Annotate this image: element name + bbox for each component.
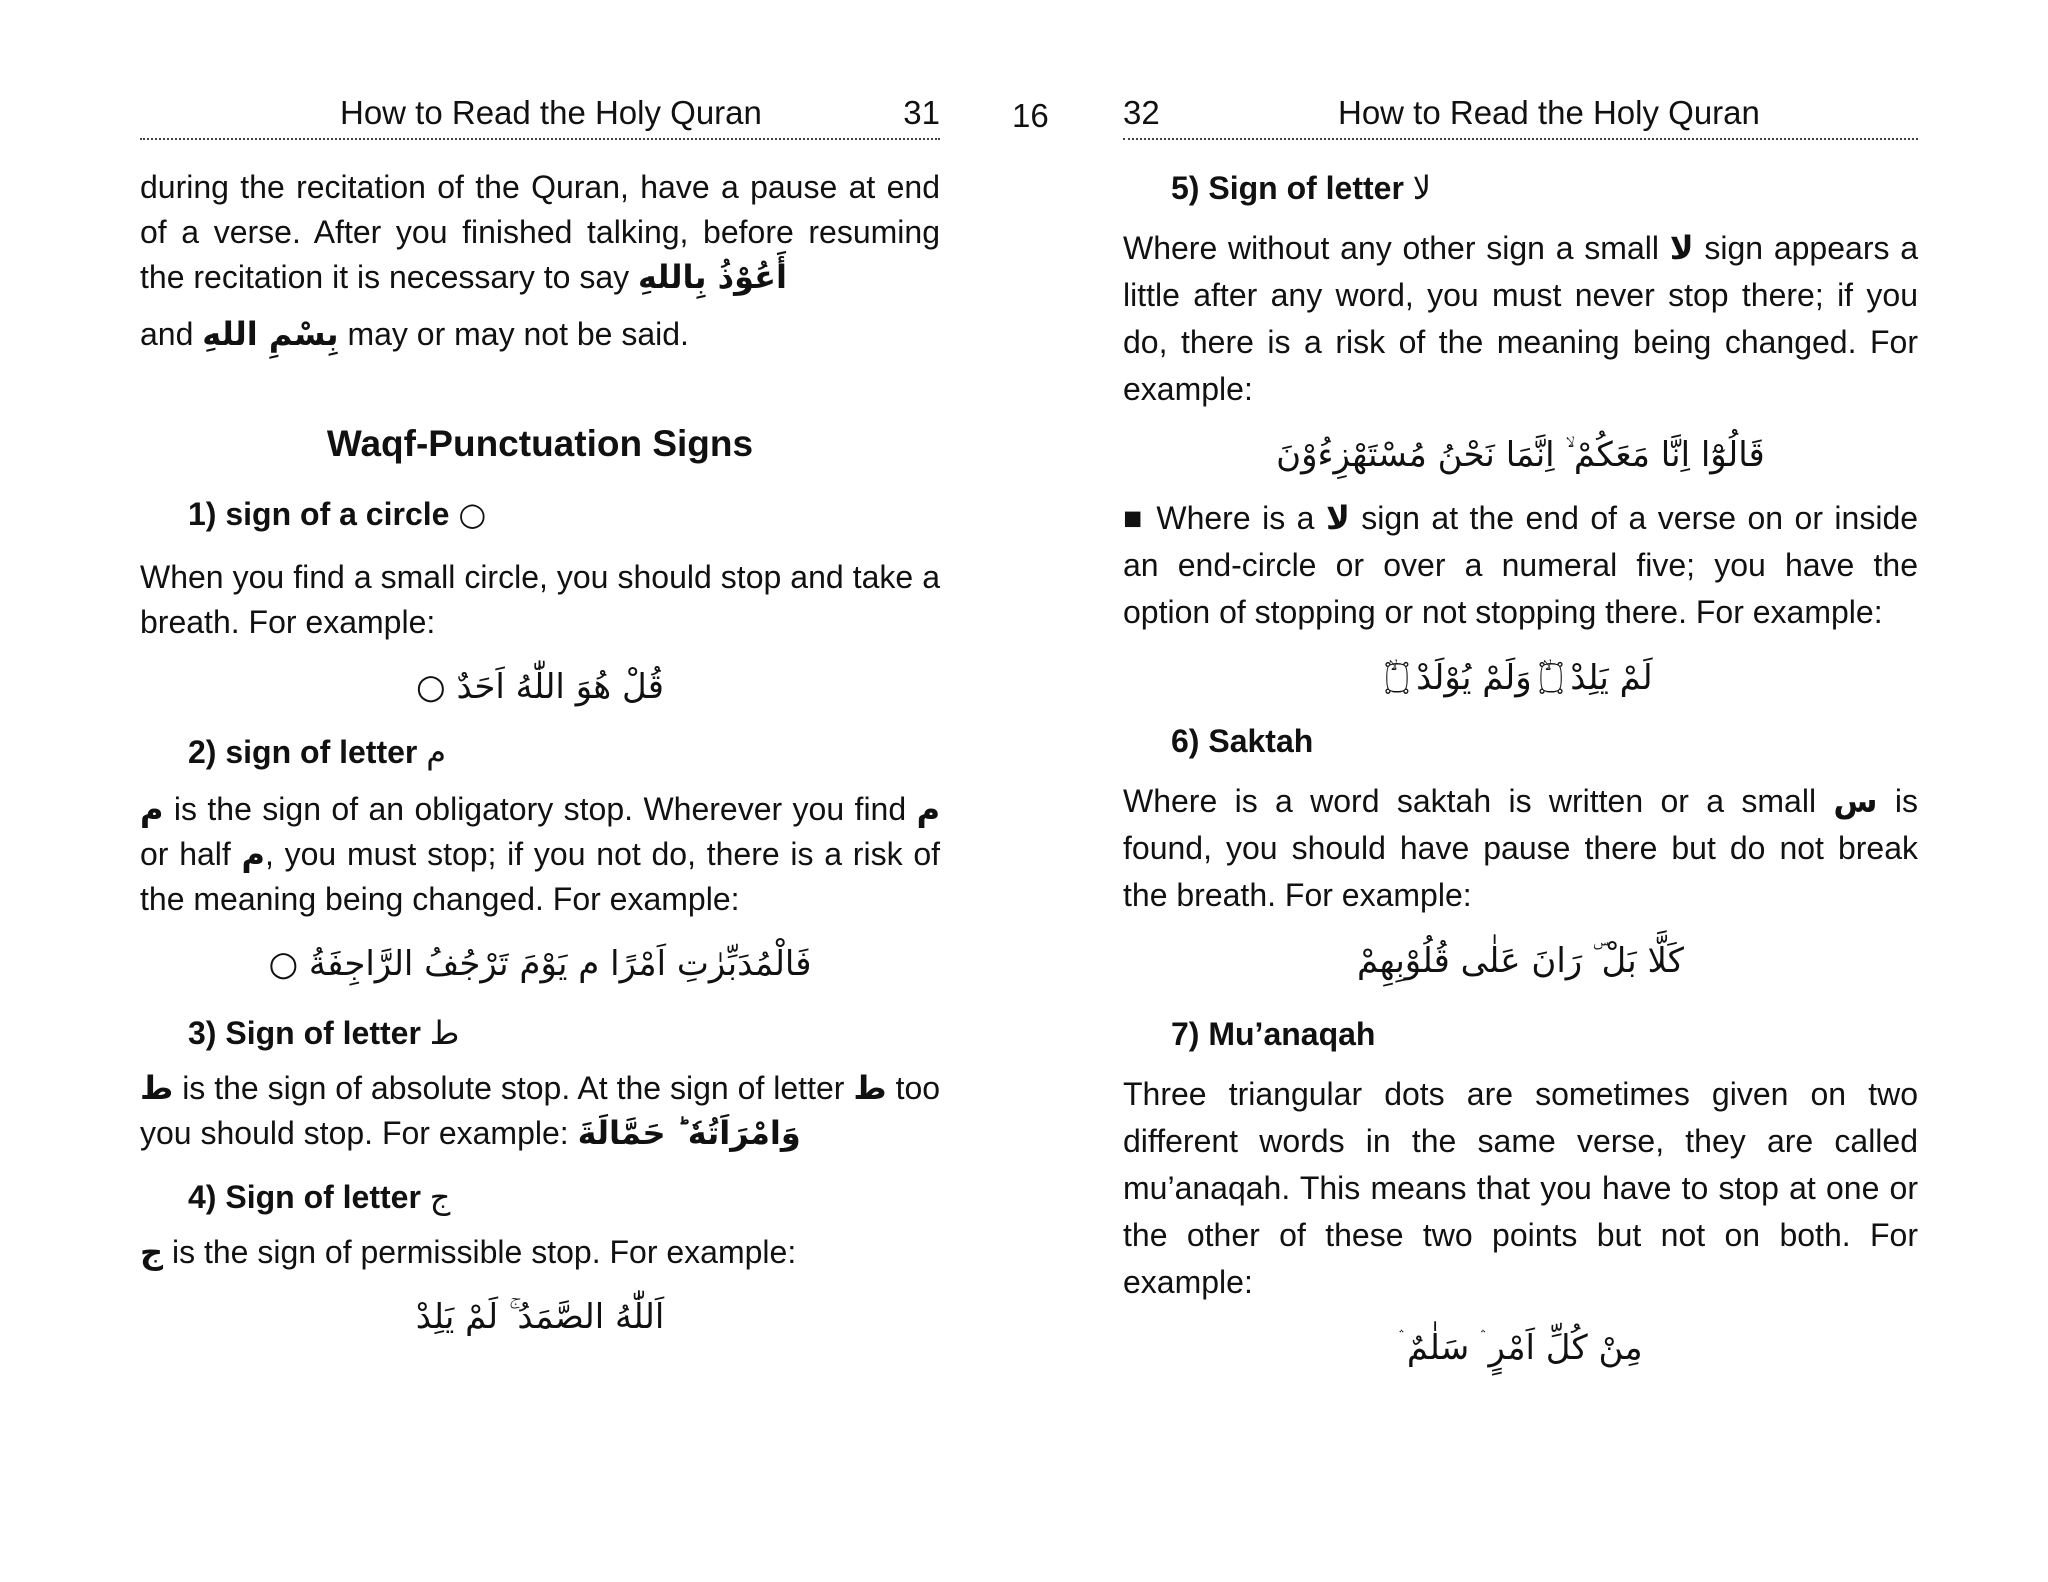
sign3-example: وَامْرَاَتُهٗ ؕ حَمَّالَةَ: [577, 1114, 801, 1152]
sign6-sym-a: س: [1833, 782, 1878, 820]
sign7-heading: 7) Mu’anaqah: [1171, 1016, 1376, 1052]
sign3-heading: [140, 1010, 940, 1056]
right-page-content: [1123, 165, 1918, 1376]
right-running-header: [1123, 94, 1918, 140]
intro-paragraph: [140, 165, 940, 300]
sign5-sym-b: لا: [1325, 499, 1350, 537]
left-header-title: How to Read the Holy Quran: [340, 94, 762, 131]
left-running-header: [140, 94, 940, 140]
sign1-heading: [140, 491, 940, 537]
section-title: Waqf-Punctuation Signs: [326, 423, 754, 464]
sign4-heading: [140, 1174, 940, 1220]
sign3-sym-b: ط: [853, 1069, 887, 1107]
bullet-square-icon: ■: [1123, 500, 1145, 536]
sign5-heading-text: 5) Sign of letter: [1171, 170, 1404, 206]
sign3-text: [140, 1066, 940, 1156]
circle-sign-icon: ○: [458, 495, 487, 533]
sign5-text-c: Where is a: [1156, 500, 1315, 536]
sign2-sym-b: م: [916, 790, 941, 828]
right-header-title: How to Read the Holy Quran: [1338, 94, 1760, 131]
sign5-example-1: قَالُوْٓا اِنَّا مَعَكُمْ ۙ اِنَّمَا نَحْنُ مُسْتَهْزِءُوْنَ: [1276, 435, 1765, 475]
sign2-heading-text: 2) sign of letter: [188, 734, 418, 770]
sign6-text: [1123, 778, 1918, 919]
sign5-heading: [1123, 165, 1918, 211]
sign1-text: When you find a small circle, you should stop and take a breath. For example:: [140, 559, 940, 640]
center-page-number: 16: [1012, 97, 1049, 134]
sign2-heading: [140, 729, 940, 775]
sign7-example: مِنْ كُلِّ اَمْرٍ ۛ سَلٰمٌ ۛ: [1398, 1328, 1643, 1368]
tah-sign-icon: ط: [429, 1014, 460, 1052]
left-page-number: 31: [903, 94, 940, 131]
sign5-text-b: sign appears a little after any word, you must never stop there; if you do, there is a risk of the meaning being changed. For example:: [1123, 230, 1919, 407]
sign1-heading-text: 1) sign of a circle: [188, 496, 450, 532]
sign5-text: [1123, 225, 1918, 413]
sign5-example-2: لَمْ يَلِدْ ۝ۙ وَلَمْ يُوْلَدْ ۝ۙ: [1388, 658, 1653, 698]
intro-text-2b: may or may not be said.: [347, 316, 689, 352]
meem-sign-icon: م: [426, 733, 447, 771]
sign2-text-c: , you must stop; if you not do, there is a risk of the meaning being changed. For example:: [140, 836, 941, 917]
jeem-sign-icon: ج: [429, 1178, 451, 1216]
sign3-text-b: too you should stop. For example:: [140, 1070, 941, 1151]
sign3-sym-a: ط: [140, 1069, 174, 1107]
sign2-sym-a: م: [140, 790, 164, 828]
intro-arabic-2: بِسْمِ اللهِ: [202, 315, 339, 353]
sign4-sym-a: ج: [140, 1233, 164, 1271]
sign4-text-a: is the sign of permissible stop. For example:: [171, 1234, 797, 1270]
sign2-sym-c: م: [241, 835, 265, 873]
sign2-text-a: is the sign of an obligatory stop. Wherever you find: [173, 791, 907, 827]
sign1-example: قُلْ هُوَ اللّٰهُ اَحَدٌ ○: [416, 667, 664, 707]
intro-arabic-1: أَعُوْذُ بِاللهِ: [638, 258, 787, 296]
sign6-text-b: is found, you should have pause there but do not break the breath. For example:: [1123, 783, 1919, 913]
sign2-text-b: or half: [140, 836, 231, 872]
sign5-text-2: [1123, 495, 1918, 636]
sign3-text-a: is the sign of absolute stop. At the sign of letter: [182, 1070, 845, 1106]
right-page-number: 32: [1123, 94, 1160, 131]
sign5-text-a: Where without any other sign a small: [1123, 230, 1659, 266]
sign6-heading: 6) Saktah: [1171, 723, 1314, 759]
sign7-text: Three triangular dots are sometimes given on two different words in the same verse, they are called mu’anaqah. This means that you have to stop at one or the other of these two points but not on both. For example:: [1123, 1076, 1918, 1300]
intro-text-2a: and: [140, 316, 194, 352]
sign2-text: [140, 787, 940, 922]
sign6-text-a: Where is a word saktah is written or a small: [1123, 783, 1817, 819]
sign6-example: كَلَّا بَلْ ۜ رَانَ عَلٰى قُلُوْبِهِمْ: [1357, 941, 1684, 981]
sign5-text-d: sign at the end of a verse on or inside an end-circle or over a numeral five; you have the option of stopping or not stopping there. For example:: [1123, 500, 1919, 630]
sign3-heading-text: 3) Sign of letter: [188, 1015, 421, 1051]
laa-sign-icon: لا: [1412, 169, 1432, 207]
sign2-example: فَالْمُدَبِّرٰتِ اَمْرًا م يَوْمَ تَرْجُفُ الرَّاجِفَةُ ○: [268, 944, 812, 984]
sign4-text: [140, 1230, 940, 1275]
intro-paragraph-2: [140, 312, 940, 357]
intro-text-1: during the recitation of the Quran, have a pause at end of a verse. After you finished talking, before resuming the recitation it is necessary to say: [140, 169, 940, 295]
sign4-example: اَللّٰهُ الصَّمَدُ ۚ لَمْ يَلِدْ: [415, 1297, 665, 1337]
sign5-sym-a: لا: [1669, 229, 1694, 267]
sign4-heading-text: 4) Sign of letter: [188, 1179, 421, 1215]
left-page-content: [140, 165, 940, 1345]
